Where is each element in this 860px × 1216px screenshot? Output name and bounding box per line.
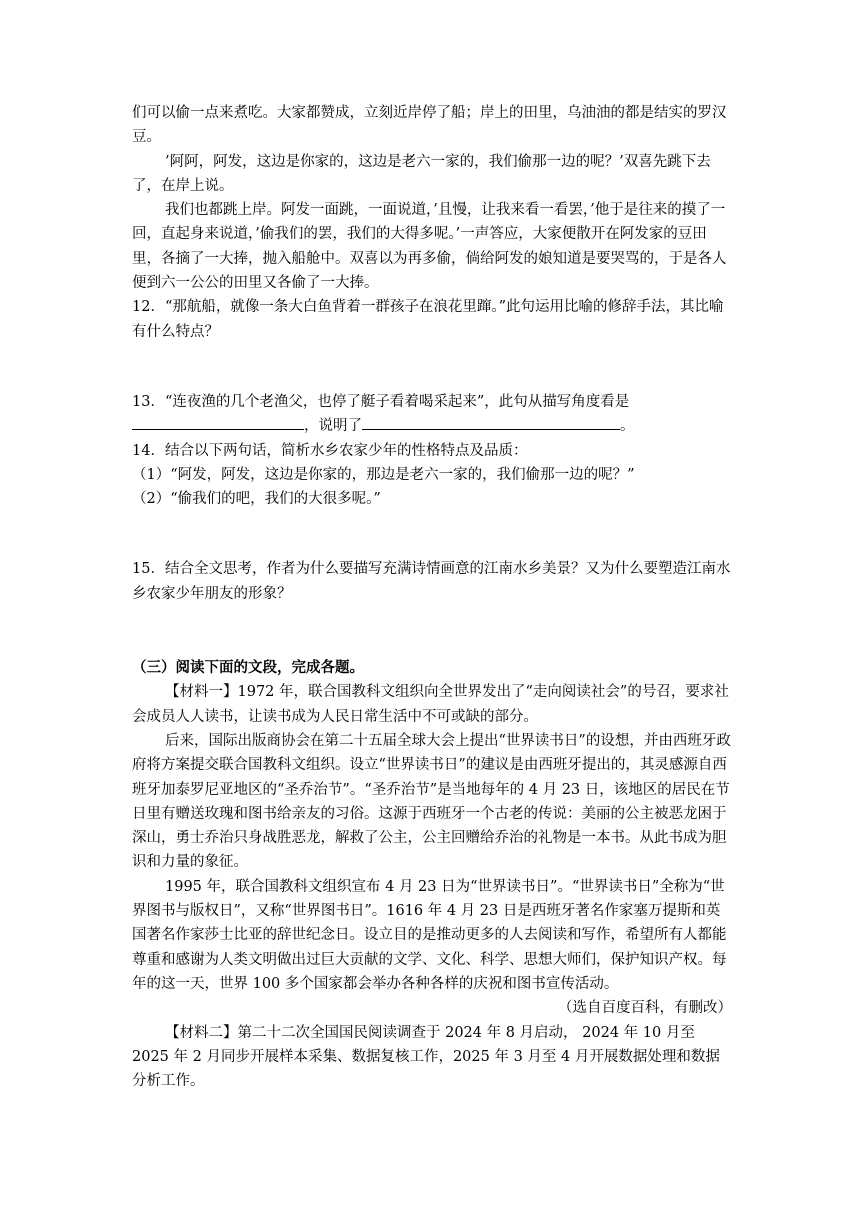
material-1-paragraph-2: 后来，国际出版商协会在第二十五届全球大会上提出“世界读书日”的设想，并由西班牙政府将方案提交联合国教科文组织。设立“世界读书日”的建议是由西班牙提出的，其灵感源自西班牙加泰罗尼亚地区的“圣乔治节”。“圣乔治节”是当地每年的 4 月 23 日，该地区的居民在节日里有赠送玫瑰和图书给亲友的习俗。这源于西班牙一个古老的传说：美丽的公主被恶龙困于深山，勇士乔治只身战胜恶龙，解救了公主，公主回赠给乔治的礼物是一本书。从此书成为胆识和力量的象征。 <box>132 732 731 871</box>
question-15: 15．结合全文思考，作者为什么要描写充满诗情画意的江南水乡美景？又为什么要塑造江南水乡农家少年朋友的形象？ <box>132 561 731 602</box>
source-note: （选自百度百科，有删改） <box>558 1000 732 1017</box>
material-1-paragraph-1: 【材料一】1972 年，联合国教科文组织向全世界发出了“走向阅读社会”的号召，要求社会成员人人读书，让读书成为人民日常生活中不可或缺的部分。 <box>132 684 729 725</box>
answer-blank-13-angle[interactable] <box>132 414 304 430</box>
section-heading: （三）阅读下面的文段，完成各题。 <box>132 659 364 677</box>
answer-space-12 <box>132 344 732 390</box>
question-14: 14．结合以下两句话，简析水乡农家少年的性格特点及品质： <box>132 442 528 459</box>
question-12: 12．“那航船，就像一条大白鱼背着一群孩子在浪花里蹿。”此句运用比喻的修辞手法，其比喻有什么特点？ <box>132 299 724 340</box>
answer-space-14 <box>132 511 732 557</box>
answer-blank-13-meaning[interactable] <box>362 414 620 430</box>
document-body <box>132 101 732 1093</box>
passage-paragraph-2: ’阿阿，阿发，这边是你家的，这边是老六一家的，我们偷那一边的呢？’双喜先跳下去了，在岸上说。 <box>132 153 711 194</box>
question-14-sentence-1: （1）“阿发，阿发，这边是你家的，那边是老六一家的，我们偷那一边的呢？” <box>132 466 635 483</box>
answer-space-15 <box>132 606 732 656</box>
material-2-paragraph-1: 【材料二】第二十二次全国国民阅读调查于 2024 年 8 月启动， 2024 年 10 月至 2025 年 2 月同步开展样本采集、数据复核工作，2025 年 3 月至 4 月开展数据处理和数据分析工作。 <box>132 1024 720 1090</box>
question-14-sentence-2: （2）“偷我们的吧，我们的大很多呢。” <box>132 491 381 508</box>
question-13-text-c: 。 <box>620 418 635 435</box>
passage-paragraph-3: 我们也都跳上岸。阿发一面跳，一面说道，’且慢，让我来看一看罢，’他于是往来的摸了一回，直起身来说道，’偷我们的罢，我们的大得多呢。’一声答应，大家便散开在阿发家的豆田里，各摘了一大捧，抛入船舱中。双喜以为再多偷，倘给阿发的娘知道是要哭骂的，于是各人便到六一公公的田里又各偷了一大捧。 <box>132 202 727 292</box>
passage-paragraph-1: 们可以偷一点来煮吃。大家都赞成，立刻近岸停了船；岸上的田里，乌油油的都是结实的罗汉豆。 <box>132 105 727 146</box>
question-13 <box>132 390 732 439</box>
material-1-paragraph-3: 1995 年，联合国教科文组织宣布 4 月 23 日为“世界读书日”。“世界读书日”全称为“世界图书与版权日”，又称“世界图书日”。1616 年 4 月 23 日是西班牙著名作家塞万提斯和英国著名作家莎士比亚的辞世纪念日。设立目的是推动更多的人去阅读和写作，希望所有人都能尊重和感谢为人类文明做出过巨大贡献的文学、文化、科学、思想大师们，保护知识产权。每年的这一天，世界 100 多个国家都会举办各种各样的庆祝和图书宣传活动。 <box>132 878 727 992</box>
question-13-text-b: ，说明了 <box>304 418 362 435</box>
question-13-text-a: 13．“连夜渔的几个老渔父，也停了艇子看着喝采起来”，此句从描写角度看是 <box>132 393 630 410</box>
